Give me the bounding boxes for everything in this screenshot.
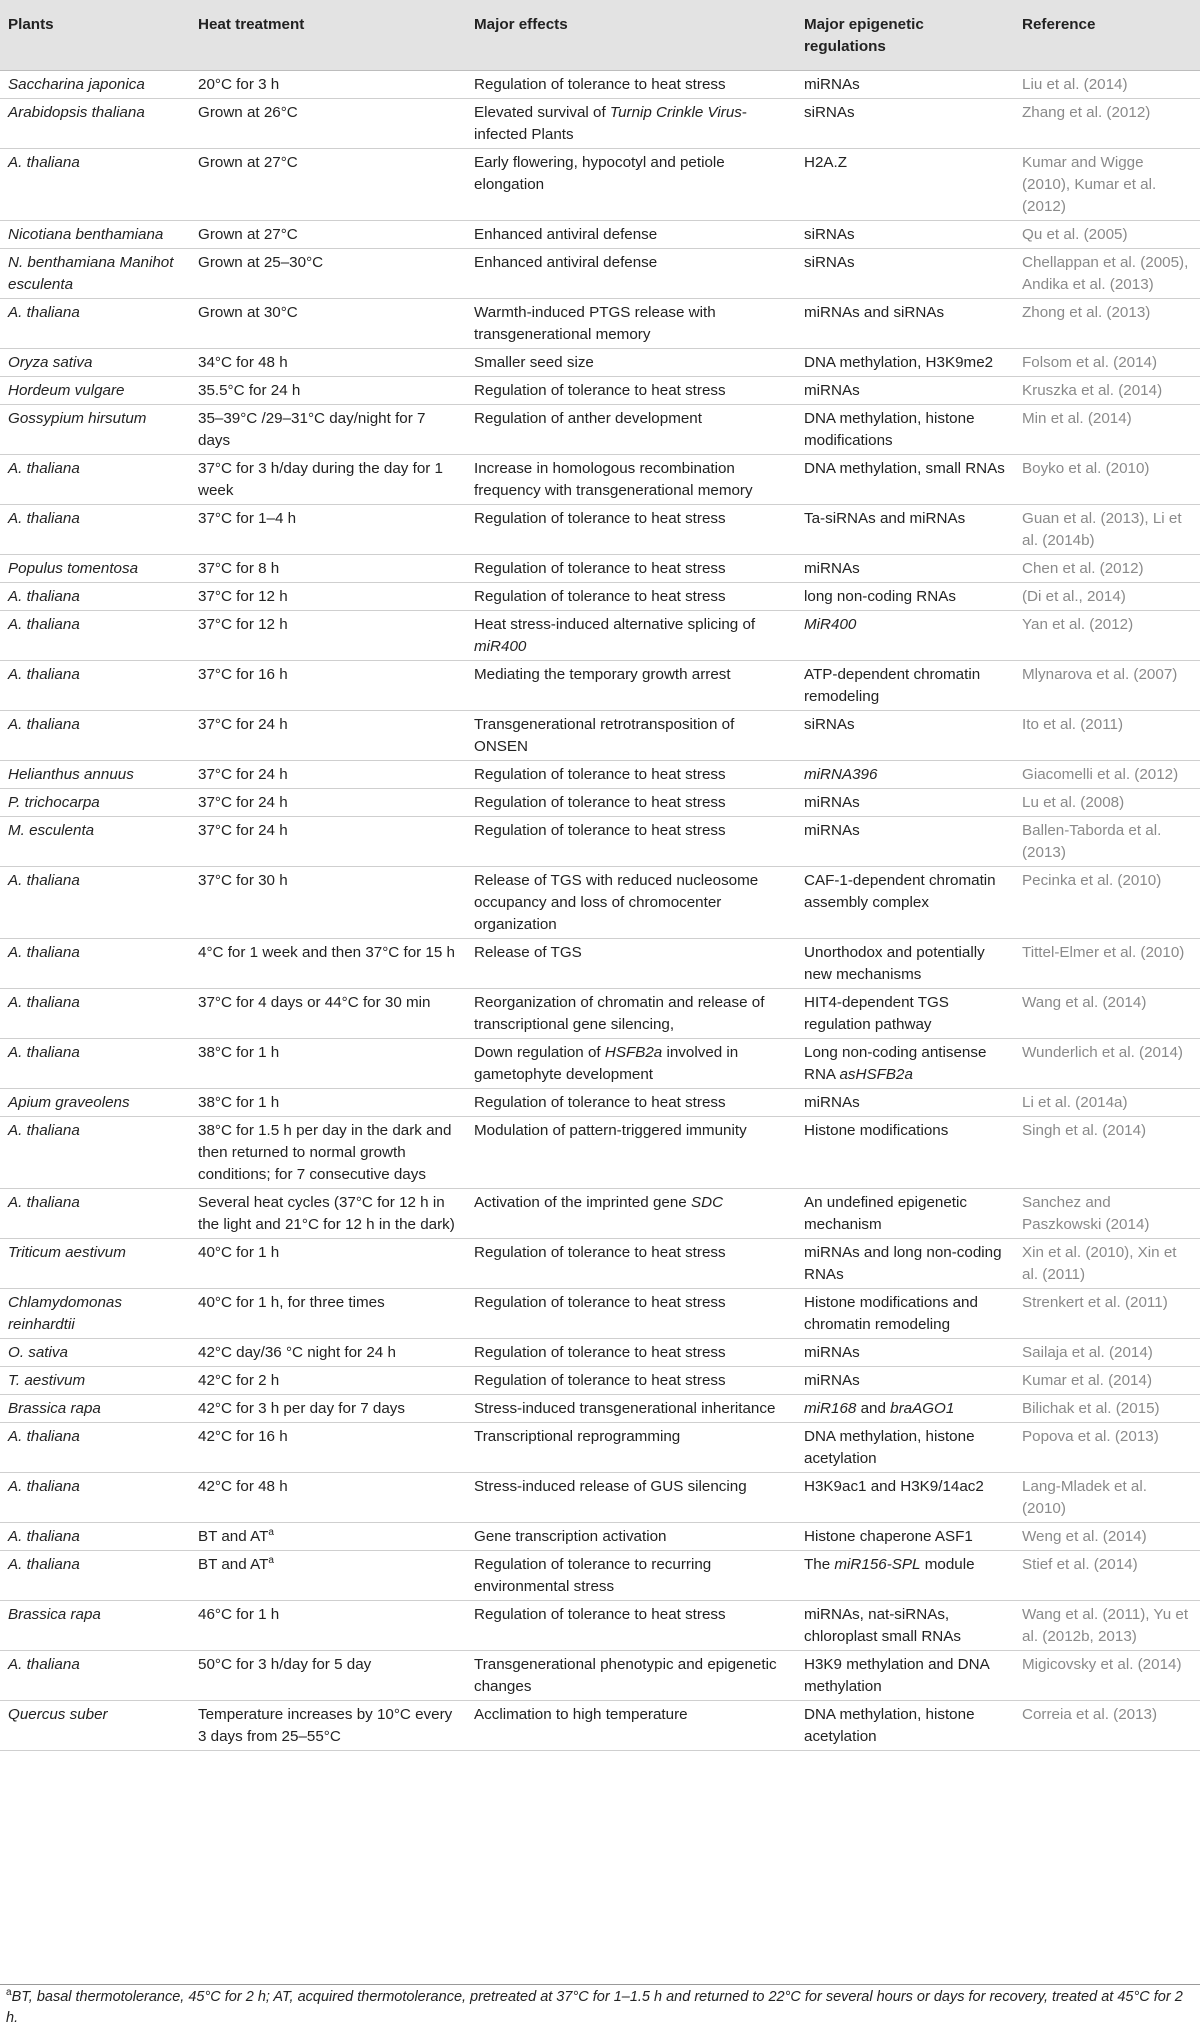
cell-reference: Li et al. (2014a) — [1014, 1089, 1200, 1117]
cell-heat-treatment: Grown at 30°C — [190, 299, 466, 349]
cell-epigenetic-regulation: miRNAs and siRNAs — [796, 299, 1014, 349]
cell-plant: Chlamydomonas reinhardtii — [0, 1289, 190, 1339]
table-row — [0, 1701, 1200, 1751]
cell-heat-treatment: 37°C for 30 h — [190, 867, 466, 939]
cell-heat-treatment: 37°C for 12 h — [190, 611, 466, 661]
cell-plant: A. thaliana — [0, 1551, 190, 1601]
cell-reference: Singh et al. (2014) — [1014, 1117, 1200, 1189]
cell-major-effects: Mediating the temporary growth arrest — [466, 661, 796, 711]
cell-reference: Tittel-Elmer et al. (2010) — [1014, 939, 1200, 989]
cell-plant: A. thaliana — [0, 1651, 190, 1701]
cell-heat-treatment: 38°C for 1.5 h per day in the dark and then returned to normal growth conditions; for 7 consecutive days — [190, 1117, 466, 1189]
cell-plant: Nicotiana benthamiana — [0, 221, 190, 249]
cell-plant: Saccharina japonica — [0, 71, 190, 99]
cell-major-effects: Regulation of tolerance to heat stress — [466, 761, 796, 789]
table-row — [0, 405, 1200, 455]
table-row — [0, 1395, 1200, 1423]
cell-major-effects: Regulation of anther development — [466, 405, 796, 455]
cell-heat-treatment: 37°C for 24 h — [190, 711, 466, 761]
table-footnote — [0, 1984, 1200, 2031]
cell-major-effects: Regulation of tolerance to heat stress — [466, 1367, 796, 1395]
cell-plant: A. thaliana — [0, 939, 190, 989]
table-row — [0, 299, 1200, 349]
cell-plant: A. thaliana — [0, 989, 190, 1039]
cell-plant: Brassica rapa — [0, 1601, 190, 1651]
cell-epigenetic-regulation: MiR400 — [796, 611, 1014, 661]
cell-reference: Lang-Mladek et al. (2010) — [1014, 1473, 1200, 1523]
table-row — [0, 349, 1200, 377]
header-row — [0, 0, 1200, 71]
cell-major-effects: Regulation of tolerance to heat stress — [466, 1289, 796, 1339]
cell-major-effects: Enhanced antiviral defense — [466, 249, 796, 299]
cell-heat-treatment: 37°C for 24 h — [190, 761, 466, 789]
cell-heat-treatment: 37°C for 24 h — [190, 789, 466, 817]
cell-reference: Wang et al. (2014) — [1014, 989, 1200, 1039]
cell-heat-treatment: 40°C for 1 h — [190, 1239, 466, 1289]
cell-heat-treatment: BT and $AT^a$ — [190, 1523, 466, 1551]
cell-reference: Giacomelli et al. (2012) — [1014, 761, 1200, 789]
cell-reference: Zhang et al. (2012) — [1014, 99, 1200, 149]
cell-plant: Arabidopsis thaliana — [0, 99, 190, 149]
cell-plant: N. benthamiana Manihot esculenta — [0, 249, 190, 299]
cell-major-effects: Enhanced antiviral defense — [466, 221, 796, 249]
table-body — [0, 71, 1200, 1751]
cell-reference: Kruszka et al. (2014) — [1014, 377, 1200, 405]
cell-plant: A. thaliana — [0, 505, 190, 555]
table-row — [0, 583, 1200, 611]
cell-major-effects: Stress-induced transgenerational inheritance — [466, 1395, 796, 1423]
table-row — [0, 1117, 1200, 1189]
cell-epigenetic-regulation: miRNAs — [796, 71, 1014, 99]
cell-heat-treatment: Grown at 27°C — [190, 149, 466, 221]
cell-reference: Liu et al. (2014) — [1014, 71, 1200, 99]
cell-heat-treatment: Temperature increases by 10°C every 3 days from 25–55°C — [190, 1701, 466, 1751]
table-row — [0, 1551, 1200, 1601]
cell-heat-treatment: Grown at 25–30°C — [190, 249, 466, 299]
table-row — [0, 1367, 1200, 1395]
table-row — [0, 221, 1200, 249]
cell-epigenetic-regulation: DNA methylation, histone acetylation — [796, 1423, 1014, 1473]
header-heat-treatment: Heat treatment — [190, 0, 466, 71]
table-row — [0, 99, 1200, 149]
cell-epigenetic-regulation: H2A.Z — [796, 149, 1014, 221]
cell-epigenetic-regulation: miRNAs, nat-siRNAs, chloroplast small RNAs — [796, 1601, 1014, 1651]
cell-heat-treatment: 34°C for 48 h — [190, 349, 466, 377]
cell-major-effects: Regulation of tolerance to heat stress — [466, 505, 796, 555]
cell-heat-treatment: 42°C for 48 h — [190, 1473, 466, 1523]
cell-major-effects: Modulation of pattern-triggered immunity — [466, 1117, 796, 1189]
cell-epigenetic-regulation: DNA methylation, small RNAs — [796, 455, 1014, 505]
cell-heat-treatment: 42°C for 3 h per day for 7 days — [190, 1395, 466, 1423]
cell-reference: Sanchez and Paszkowski (2014) — [1014, 1189, 1200, 1239]
table-row — [0, 1089, 1200, 1117]
cell-heat-treatment: 37°C for 24 h — [190, 817, 466, 867]
cell-epigenetic-regulation: DNA methylation, histone acetylation — [796, 1701, 1014, 1751]
cell-major-effects: Regulation of tolerance to heat stress — [466, 583, 796, 611]
cell-epigenetic-regulation: Histone chaperone ASF1 — [796, 1523, 1014, 1551]
table-row — [0, 711, 1200, 761]
cell-heat-treatment: 37°C for 12 h — [190, 583, 466, 611]
cell-heat-treatment: 37°C for 4 days or 44°C for 30 min — [190, 989, 466, 1039]
cell-major-effects: Regulation of tolerance to heat stress — [466, 789, 796, 817]
cell-reference: Stief et al. (2014) — [1014, 1551, 1200, 1601]
cell-heat-treatment: Grown at 27°C — [190, 221, 466, 249]
cell-epigenetic-regulation: miRNAs — [796, 1089, 1014, 1117]
cell-epigenetic-regulation: miRNAs and long non-coding RNAs — [796, 1239, 1014, 1289]
cell-plant: A. thaliana — [0, 299, 190, 349]
cell-epigenetic-regulation: The miR156-SPL module — [796, 1551, 1014, 1601]
cell-heat-treatment: 42°C for 16 h — [190, 1423, 466, 1473]
cell-plant: A. thaliana — [0, 1473, 190, 1523]
cell-reference: Ballen-Taborda et al. (2013) — [1014, 817, 1200, 867]
cell-plant: A. thaliana — [0, 583, 190, 611]
cell-major-effects: Early flowering, hypocotyl and petiole elongation — [466, 149, 796, 221]
cell-epigenetic-regulation: miRNA396 — [796, 761, 1014, 789]
cell-epigenetic-regulation: Unorthodox and potentially new mechanisms — [796, 939, 1014, 989]
cell-major-effects: Release of TGS with reduced nucleosome occupancy and loss of chromocenter organization — [466, 867, 796, 939]
cell-plant: A. thaliana — [0, 1039, 190, 1089]
cell-plant: Oryza sativa — [0, 349, 190, 377]
cell-reference: Wang et al. (2011), Yu et al. (2012b, 2013) — [1014, 1601, 1200, 1651]
table-row — [0, 611, 1200, 661]
cell-major-effects: Increase in homologous recombination frequency with transgenerational memory — [466, 455, 796, 505]
cell-major-effects: Activation of the imprinted gene SDC — [466, 1189, 796, 1239]
table-row — [0, 249, 1200, 299]
table-row — [0, 1523, 1200, 1551]
cell-heat-treatment: 20°C for 3 h — [190, 71, 466, 99]
cell-reference: Bilichak et al. (2015) — [1014, 1395, 1200, 1423]
table-row — [0, 1339, 1200, 1367]
cell-major-effects: Release of TGS — [466, 939, 796, 989]
cell-plant: Gossypium hirsutum — [0, 405, 190, 455]
cell-plant: A. thaliana — [0, 1423, 190, 1473]
cell-reference: Folsom et al. (2014) — [1014, 349, 1200, 377]
cell-plant: A. thaliana — [0, 611, 190, 661]
table-row — [0, 377, 1200, 405]
cell-plant: A. thaliana — [0, 1189, 190, 1239]
cell-heat-treatment: 46°C for 1 h — [190, 1601, 466, 1651]
cell-plant: P. trichocarpa — [0, 789, 190, 817]
cell-heat-treatment: 37°C for 8 h — [190, 555, 466, 583]
cell-reference: Sailaja et al. (2014) — [1014, 1339, 1200, 1367]
cell-major-effects: Regulation of tolerance to heat stress — [466, 1089, 796, 1117]
cell-major-effects: Regulation of tolerance to heat stress — [466, 817, 796, 867]
cell-epigenetic-regulation: siRNAs — [796, 99, 1014, 149]
cell-plant: Helianthus annuus — [0, 761, 190, 789]
cell-epigenetic-regulation: Histone modifications and chromatin remodeling — [796, 1289, 1014, 1339]
cell-major-effects: Regulation of tolerance to heat stress — [466, 1601, 796, 1651]
cell-epigenetic-regulation: DNA methylation, H3K9me2 — [796, 349, 1014, 377]
cell-heat-treatment: 38°C for 1 h — [190, 1089, 466, 1117]
cell-reference: Qu et al. (2005) — [1014, 221, 1200, 249]
cell-reference: Kumar and Wigge (2010), Kumar et al. (2012) — [1014, 149, 1200, 221]
table-row — [0, 71, 1200, 99]
cell-epigenetic-regulation: long non-coding RNAs — [796, 583, 1014, 611]
footnote-marker: a — [6, 1987, 12, 1999]
cell-reference: Mlynarova et al. (2007) — [1014, 661, 1200, 711]
cell-reference: Wunderlich et al. (2014) — [1014, 1039, 1200, 1089]
cell-major-effects: Down regulation of HSFB2a involved in gametophyte development — [466, 1039, 796, 1089]
cell-plant: M. esculenta — [0, 817, 190, 867]
cell-epigenetic-regulation: miRNAs — [796, 1367, 1014, 1395]
table-row — [0, 505, 1200, 555]
table-row — [0, 555, 1200, 583]
cell-reference: Xin et al. (2010), Xin et al. (2011) — [1014, 1239, 1200, 1289]
cell-epigenetic-regulation: ATP-dependent chromatin remodeling — [796, 661, 1014, 711]
cell-epigenetic-regulation: H3K9ac1 and H3K9/14ac2 — [796, 1473, 1014, 1523]
table-row — [0, 939, 1200, 989]
cell-major-effects: Regulation of tolerance to recurring environmental stress — [466, 1551, 796, 1601]
cell-epigenetic-regulation: miRNAs — [796, 1339, 1014, 1367]
cell-plant: A. thaliana — [0, 455, 190, 505]
cell-reference: Zhong et al. (2013) — [1014, 299, 1200, 349]
cell-reference: Guan et al. (2013), Li et al. (2014b) — [1014, 505, 1200, 555]
cell-plant: A. thaliana — [0, 149, 190, 221]
cell-major-effects: Transgenerational phenotypic and epigenetic changes — [466, 1651, 796, 1701]
cell-reference: Yan et al. (2012) — [1014, 611, 1200, 661]
cell-heat-treatment: 37°C for 3 h/day during the day for 1 week — [190, 455, 466, 505]
cell-reference: Min et al. (2014) — [1014, 405, 1200, 455]
cell-epigenetic-regulation: siRNAs — [796, 249, 1014, 299]
cell-heat-treatment: Several heat cycles (37°C for 12 h in the light and 21°C for 12 h in the dark) — [190, 1189, 466, 1239]
table-row — [0, 817, 1200, 867]
table-row — [0, 1601, 1200, 1651]
cell-reference: Chen et al. (2012) — [1014, 555, 1200, 583]
cell-epigenetic-regulation: miR168 and braAGO1 — [796, 1395, 1014, 1423]
cell-plant: T. aestivum — [0, 1367, 190, 1395]
cell-reference: Correia et al. (2013) — [1014, 1701, 1200, 1751]
cell-heat-treatment: 42°C for 2 h — [190, 1367, 466, 1395]
cell-epigenetic-regulation: miRNAs — [796, 377, 1014, 405]
cell-major-effects: Smaller seed size — [466, 349, 796, 377]
cell-epigenetic-regulation: Long non-coding antisense RNA asHSFB2a — [796, 1039, 1014, 1089]
cell-major-effects: Regulation of tolerance to heat stress — [466, 1339, 796, 1367]
footnote-text: BT, basal thermotolerance, 45°C for 2 h; AT, acquired thermotolerance, pretreated at 37°C for 1–1.5 h and returned to 22°C for several hours or days for recovery, treated at 45°C for 2 h. — [6, 1989, 1183, 2026]
cell-major-effects: Warmth-induced PTGS release with transgenerational memory — [466, 299, 796, 349]
cell-heat-treatment: 40°C for 1 h, for three times — [190, 1289, 466, 1339]
cell-major-effects: Transcriptional reprogramming — [466, 1423, 796, 1473]
cell-reference: Boyko et al. (2010) — [1014, 455, 1200, 505]
cell-epigenetic-regulation: Ta-siRNAs and miRNAs — [796, 505, 1014, 555]
cell-epigenetic-regulation: CAF-1-dependent chromatin assembly complex — [796, 867, 1014, 939]
cell-heat-treatment: BT and $AT^a$ — [190, 1551, 466, 1601]
cell-reference: Migicovsky et al. (2014) — [1014, 1651, 1200, 1701]
table-row — [0, 1039, 1200, 1089]
header-plants: Plants — [0, 0, 190, 71]
header-reference: Reference — [1014, 0, 1200, 71]
table-row — [0, 989, 1200, 1039]
cell-epigenetic-regulation: An undefined epigenetic mechanism — [796, 1189, 1014, 1239]
cell-epigenetic-regulation: siRNAs — [796, 221, 1014, 249]
cell-major-effects: Regulation of tolerance to heat stress — [466, 555, 796, 583]
cell-epigenetic-regulation: DNA methylation, histone modifications — [796, 405, 1014, 455]
table-row — [0, 1289, 1200, 1339]
cell-plant: O. sativa — [0, 1339, 190, 1367]
cell-reference: Kumar et al. (2014) — [1014, 1367, 1200, 1395]
cell-plant: Triticum aestivum — [0, 1239, 190, 1289]
table-row — [0, 1651, 1200, 1701]
cell-heat-treatment: 37°C for 16 h — [190, 661, 466, 711]
cell-plant: Brassica rapa — [0, 1395, 190, 1423]
cell-major-effects: Gene transcription activation — [466, 1523, 796, 1551]
cell-heat-treatment: 37°C for 1–4 h — [190, 505, 466, 555]
table-row — [0, 1473, 1200, 1523]
cell-plant: A. thaliana — [0, 1117, 190, 1189]
header-major-effects: Major effects — [466, 0, 796, 71]
cell-major-effects: Reorganization of chromatin and release of transcriptional gene silencing, — [466, 989, 796, 1039]
cell-heat-treatment: 38°C for 1 h — [190, 1039, 466, 1089]
cell-major-effects: Heat stress-induced alternative splicing of miR400 — [466, 611, 796, 661]
cell-heat-treatment: 50°C for 3 h/day for 5 day — [190, 1651, 466, 1701]
cell-plant: A. thaliana — [0, 867, 190, 939]
cell-major-effects: Elevated survival of Turnip Crinkle Virus-infected Plants — [466, 99, 796, 149]
header-epigenetic-regulations: Major epigenetic regulations — [796, 0, 1014, 71]
cell-heat-treatment: 35–39°C /29–31°C day/night for 7 days — [190, 405, 466, 455]
cell-reference: Weng et al. (2014) — [1014, 1523, 1200, 1551]
cell-plant: Hordeum vulgare — [0, 377, 190, 405]
cell-heat-treatment: 4°C for 1 week and then 37°C for 15 h — [190, 939, 466, 989]
cell-epigenetic-regulation: siRNAs — [796, 711, 1014, 761]
cell-epigenetic-regulation: HIT4-dependent TGS regulation pathway — [796, 989, 1014, 1039]
cell-plant: A. thaliana — [0, 661, 190, 711]
cell-reference: (Di et al., 2014) — [1014, 583, 1200, 611]
table-row — [0, 761, 1200, 789]
cell-heat-treatment: 35.5°C for 24 h — [190, 377, 466, 405]
cell-reference: Popova et al. (2013) — [1014, 1423, 1200, 1473]
cell-major-effects: Acclimation to high temperature — [466, 1701, 796, 1751]
cell-reference: Ito et al. (2011) — [1014, 711, 1200, 761]
cell-epigenetic-regulation: miRNAs — [796, 817, 1014, 867]
cell-plant: A. thaliana — [0, 1523, 190, 1551]
table-row — [0, 1423, 1200, 1473]
cell-plant: A. thaliana — [0, 711, 190, 761]
cell-heat-treatment: 42°C day/36 °C night for 24 h — [190, 1339, 466, 1367]
cell-reference: Pecinka et al. (2010) — [1014, 867, 1200, 939]
cell-reference: Chellappan et al. (2005), Andika et al. (2013) — [1014, 249, 1200, 299]
table-row — [0, 1189, 1200, 1239]
cell-major-effects: Regulation of tolerance to heat stress — [466, 377, 796, 405]
cell-reference: Strenkert et al. (2011) — [1014, 1289, 1200, 1339]
cell-reference: Lu et al. (2008) — [1014, 789, 1200, 817]
cell-plant: Populus tomentosa — [0, 555, 190, 583]
table-row — [0, 149, 1200, 221]
cell-epigenetic-regulation: miRNAs — [796, 789, 1014, 817]
table-row — [0, 867, 1200, 939]
cell-epigenetic-regulation: H3K9 methylation and DNA methylation — [796, 1651, 1014, 1701]
cell-epigenetic-regulation: Histone modifications — [796, 1117, 1014, 1189]
table-row — [0, 1239, 1200, 1289]
table-row — [0, 789, 1200, 817]
cell-major-effects: Regulation of tolerance to heat stress — [466, 1239, 796, 1289]
cell-plant: Apium graveolens — [0, 1089, 190, 1117]
cell-major-effects: Regulation of tolerance to heat stress — [466, 71, 796, 99]
cell-major-effects: Transgenerational retrotransposition of ONSEN — [466, 711, 796, 761]
cell-plant: Quercus suber — [0, 1701, 190, 1751]
table-row — [0, 455, 1200, 505]
cell-major-effects: Stress-induced release of GUS silencing — [466, 1473, 796, 1523]
table-row — [0, 661, 1200, 711]
cell-heat-treatment: Grown at 26°C — [190, 99, 466, 149]
cell-epigenetic-regulation: miRNAs — [796, 555, 1014, 583]
